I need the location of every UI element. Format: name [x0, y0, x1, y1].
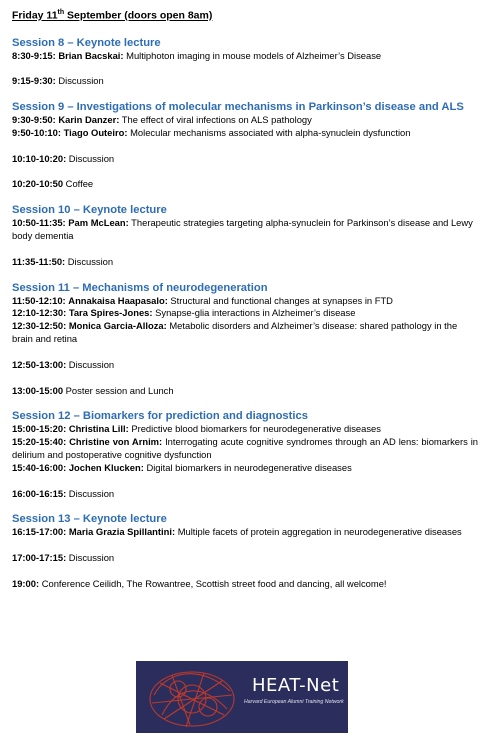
session-title: Session 10 – Keynote lecture — [12, 204, 167, 217]
session-title: Session 11 – Mechanisms of neurodegeneration — [12, 281, 268, 294]
programme-item: 12:50-13:00: Discussion — [12, 358, 115, 370]
programme-item: 11:50-12:10: Annakaisa Haapasalo: Structural and functional changes at synapses in FTD — [12, 294, 393, 306]
programme-item: 10:20-10:50 Coffee — [12, 178, 94, 190]
session-title: Session 12 – Biomarkers for prediction and diagnostics — [12, 410, 308, 423]
programme-item: 11:35-11:50: Discussion — [12, 255, 114, 267]
programme-item: 19:00: Conference Ceilidh, The Rowantree, Scottish street food and dancing, all welcome! — [12, 578, 387, 590]
logo-title: HEAT-Net — [252, 675, 340, 696]
programme-item: 9:30-9:50: Karin Danzer: The effect of viral infections on ALS pathology — [12, 114, 312, 126]
heat-net-logo — [136, 661, 348, 733]
programme-item: 15:00-15:20: Christina Lill: Predictive blood biomarkers for neurodegenerative diseases — [12, 423, 381, 435]
programme-item: 12:30-12:50: Monica Garcia-Alloza: Metabolic disorders and Alzheimer’s disease: shared pathology in the brain and retina — [12, 320, 458, 345]
session-8 — [12, 37, 478, 89]
programme-item: 16:15-17:00: Maria Grazia Spillantini: Multiple facets of protein aggregation in neurodegenerative diseases — [12, 526, 462, 538]
session-title: Session 9 – Investigations of molecular mechanisms in Parkinson’s disease and ALS — [12, 101, 464, 114]
session-13 — [12, 513, 478, 590]
programme-item: 15:40-16:00: Jochen Klucken: Digital biomarkers in neurodegenerative diseases — [12, 461, 352, 473]
programme-item: 16:00-16:15: Discussion — [12, 487, 115, 499]
programme-item: 17:00-17:15: Discussion — [12, 552, 115, 564]
session-10 — [12, 204, 478, 268]
logo-subtitle: Harvard European Alumni Training Network — [244, 699, 344, 705]
session-12 — [12, 410, 478, 500]
session-title: Session 13 – Keynote lecture — [12, 513, 167, 526]
session-11 — [12, 282, 478, 398]
brain-network-icon — [142, 665, 242, 729]
programme-item: 12:10-12:30: Tara Spires-Jones: Synapse-glia interactions in Alzheimer’s disease — [12, 307, 356, 319]
day-heading: Friday 11th September (doors open 8am) — [12, 9, 213, 22]
programme-page — [12, 9, 478, 591]
programme-item: 10:10-10:20: Discussion — [12, 152, 115, 164]
programme-item: 9:15-9:30: Discussion — [12, 75, 104, 87]
programme-item: 10:50-11:35: Pam McLean: Therapeutic strategies targeting alpha-synuclein for Parkinson’s disease and Lewy body dementia — [12, 217, 473, 242]
session-title: Session 8 – Keynote lecture — [12, 36, 161, 49]
programme-item: 8:30-9:15: Brian Bacskai: Multiphoton imaging in mouse models of Alzheimer’s Disease — [12, 49, 382, 61]
programme-item: 15:20-15:40: Christine von Arnim: Interrogating acute cognitive syndromes through an AD lens: biomarkers in delirium and postoperative cognitive dysfunction — [12, 436, 479, 461]
programme-item: 9:50-10:10: Tiago Outeiro: Molecular mechanisms associated with alpha-synuclein dysfunction — [12, 126, 411, 138]
session-9 — [12, 101, 478, 191]
programme-item: 13:00-15:00 Poster session and Lunch — [12, 384, 174, 396]
